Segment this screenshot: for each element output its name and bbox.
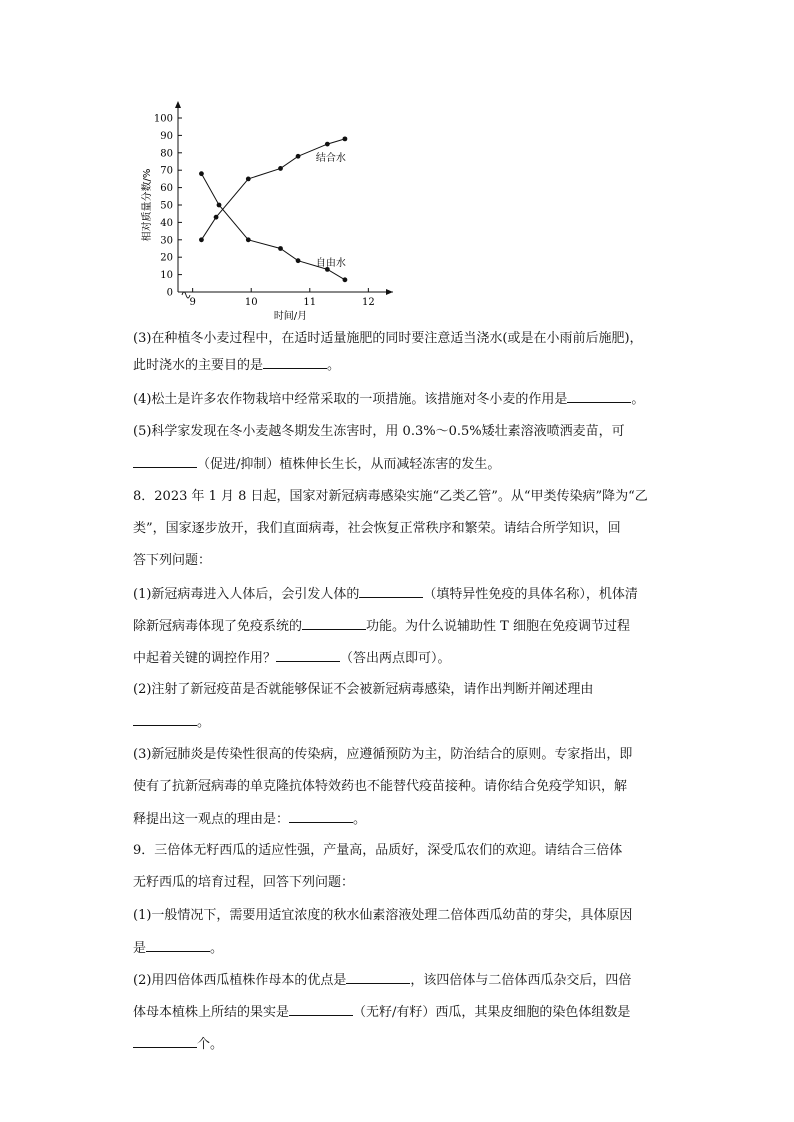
q8-part1-text-e: 中起着关键的调控作用？	[133, 651, 277, 666]
q9-part1-end: 。	[210, 941, 224, 956]
answer-blank[interactable]	[289, 1003, 353, 1016]
q9-part2-line3	[133, 1035, 673, 1054]
y-tick-label: 10	[160, 270, 173, 282]
q8-part3-text: 释提出这一观点的理由是：	[133, 812, 290, 827]
water-content-chart	[130, 92, 400, 324]
y-tick-label: 0	[166, 287, 173, 299]
data-point	[296, 258, 301, 263]
x-tick-label: 9	[189, 297, 196, 308]
answer-blank[interactable]	[359, 585, 423, 598]
y-tick-label: 50	[160, 200, 173, 212]
x-axis-label: 时间/月	[273, 311, 308, 322]
q8-part2-line1: (2)注射了新冠疫苗是否就能够保证不会被新冠病毒感染，请作出判断并阐述理由	[133, 682, 594, 697]
q9-part2-line1	[133, 971, 673, 990]
q9-part1-line1: (1)一般情况下，需要用适宜浓度的秋水仙素溶液处理二倍体西瓜幼苗的芽尖，具体原因	[133, 908, 633, 923]
answer-blank[interactable]	[346, 971, 410, 984]
q9-stem-line2: 无籽西瓜的培育过程，回答下列问题：	[133, 875, 355, 890]
q7-part3-line2	[133, 356, 673, 375]
y-tick-label: 100	[153, 113, 173, 125]
y-tick-label: 80	[160, 148, 173, 160]
q9-part2-text-a: (2)用四倍体西瓜植株作母本的优点是	[133, 973, 347, 988]
answer-blank[interactable]	[133, 713, 197, 726]
q8-stem-line1: 8．2023 年 1 月 8 日起，国家对新冠病毒感染实施“乙类乙管”。从“甲类传染病”降为“乙	[133, 489, 648, 504]
q9-part1-text: 是	[133, 941, 147, 956]
q8-stem-line2: 类”，国家逐步放开，我们直面病毒，社会恢复正常秩序和繁荣。请结合所学知识，回	[133, 521, 621, 536]
data-point	[296, 154, 301, 159]
data-point	[199, 171, 204, 176]
q8-part1-text-c: 除新冠病毒体现了免疫系统的	[133, 619, 303, 634]
q8-part2-end: 。	[197, 715, 211, 730]
answer-blank[interactable]	[567, 390, 631, 403]
q7-part5-text: （促进/抑制）植株伸长生长，从而减轻冻害的发生。	[197, 457, 501, 472]
x-axis-arrow	[386, 289, 393, 295]
q8-part1-text-a: (1)新冠病毒进入人体后，会引发人体的	[133, 587, 360, 602]
series-label: 自由水	[315, 257, 346, 269]
q8-part3-line1: (3)新冠肺炎是传染性很高的传染病，应遵循预防为主，防治结合的原则。专家指出，即	[133, 747, 633, 762]
q7-part4-text: (4)松土是许多农作物栽培中经常采取的一项措施。该措施对冬小麦的作用是	[133, 392, 568, 407]
q9-part1-line2	[133, 939, 673, 958]
q8-stem-line3: 答下列问题：	[133, 553, 212, 568]
answer-blank[interactable]	[289, 810, 353, 823]
q9-part2-text-c: 体母本植株上所结的果实是	[133, 1005, 290, 1020]
series-label: 结合水	[315, 152, 346, 164]
q7-part5-line2	[133, 455, 673, 474]
q7-part3-line1: (3)在种植冬小麦过程中，在适时适量施肥的同时要注意适当浇水(或是在小雨前后施肥)，	[133, 331, 643, 346]
answer-blank[interactable]	[263, 356, 327, 369]
q9-part2-text-d: （无籽/有籽）西瓜，其果皮细胞的染色体组数是	[353, 1005, 631, 1020]
data-point	[278, 246, 283, 251]
q8-part1-text-f: （答出两点即可）。	[340, 651, 451, 666]
data-point	[343, 277, 348, 282]
q8-part2-line2	[133, 713, 673, 732]
data-point	[199, 237, 204, 242]
q8-part3-line2: 使有了抗新冠病毒的单克隆抗体特效药也不能替代疫苗接种。请你结合免疫学知识，解	[133, 779, 628, 794]
q8-part3-end: 。	[353, 812, 367, 827]
q7-part5-line1: (5)科学家发现在冬小麦越冬期发生冻害时，用 0.3%～0.5%矮壮素溶液喷洒麦苗，可	[133, 424, 625, 439]
q9-part2-end: 个。	[197, 1037, 224, 1052]
q8-part3-line3	[133, 810, 673, 829]
q7-part4	[133, 390, 673, 409]
data-point	[343, 136, 348, 141]
q9-part2-text-b: ，该四倍体与二倍体西瓜杂交后，四倍	[410, 973, 632, 988]
y-axis-arrow	[175, 101, 181, 108]
x-tick-label: 10	[244, 297, 258, 308]
x-tick-label: 11	[303, 297, 317, 308]
y-tick-label: 70	[160, 165, 173, 177]
q8-part1-text-b: （填特异性免疫的具体名称），机体清	[423, 587, 638, 602]
y-tick-label: 20	[160, 252, 173, 264]
q8-part1-line3	[133, 649, 673, 668]
answer-blank[interactable]	[133, 455, 197, 468]
chart-series	[199, 136, 347, 282]
chart-axes	[175, 101, 393, 298]
data-point	[278, 166, 283, 171]
y-tick-label: 60	[160, 183, 173, 195]
q8-part1-line2	[133, 617, 673, 636]
y-tick-label: 90	[160, 130, 173, 142]
answer-blank[interactable]	[146, 939, 210, 952]
data-point	[246, 177, 251, 182]
answer-blank[interactable]	[133, 1035, 197, 1048]
q9-part2-line2	[133, 1003, 673, 1022]
data-point	[246, 237, 251, 242]
data-point	[325, 142, 330, 147]
y-tick-label: 40	[160, 217, 173, 229]
y-axis-label: 相对质量分数/%	[142, 168, 153, 242]
answer-blank[interactable]	[276, 649, 340, 662]
q8-part1-line1	[133, 585, 673, 604]
q7-part4-end: 。	[631, 392, 645, 407]
data-point	[217, 203, 222, 208]
x-tick-label: 12	[361, 297, 375, 308]
x-ticks	[189, 288, 374, 308]
q8-part1-text-d: 功能。为什么说辅助性 T 细胞在免疫调节过程	[366, 619, 630, 634]
q7-part3-end: 。	[327, 358, 341, 373]
q7-part3-text: 此时浇水的主要目的是	[133, 358, 264, 373]
q9-stem-line1: 9．三倍体无籽西瓜的适应性强，产量高，品质好，深受瓜农们的欢迎。请结合三倍体	[133, 843, 623, 858]
answer-blank[interactable]	[302, 617, 366, 630]
y-tick-label: 30	[160, 235, 173, 247]
data-point	[214, 215, 219, 220]
